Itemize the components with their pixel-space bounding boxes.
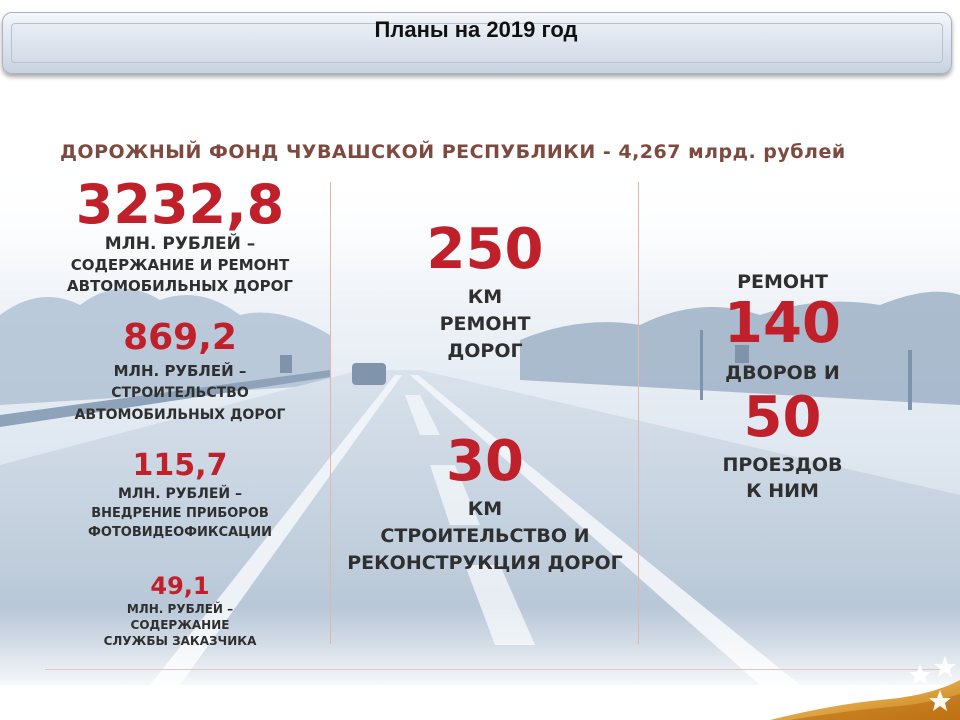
middle-item-2 xyxy=(330,429,640,577)
left-item-3 xyxy=(45,448,315,542)
left-item-1-line-1: МЛН. РУБЛЕЙ – xyxy=(104,234,256,254)
right-label-2-line-1: ПРОЕЗДОВ xyxy=(722,454,843,476)
middle-item-1-line-1: КМ xyxy=(467,286,503,308)
left-item-2 xyxy=(45,317,315,426)
middle-item-2-line-3: РЕКОНСТРУКЦИЯ ДОРОГ xyxy=(347,552,623,574)
left-item-4-line-3: СЛУЖБЫ ЗАКАЗЧИКА xyxy=(103,634,257,648)
left-item-2-line-3: АВТОМОБИЛЬНЫХ ДОРОГ xyxy=(74,407,286,423)
middle-item-2-value: 30 xyxy=(446,429,524,494)
right-label-2-line-2: К НИМ xyxy=(746,480,819,502)
middle-item-2-line-1: КМ xyxy=(467,498,503,520)
middle-item-1 xyxy=(330,217,640,365)
right-block xyxy=(640,270,925,504)
left-item-2-line-2: СТРОИТЕЛЬСТВО xyxy=(111,385,249,401)
right-label-1: ДВОРОВ И xyxy=(725,362,840,384)
right-value-1: 140 xyxy=(724,291,841,356)
left-item-2-line-1: МЛН. РУБЛЕЙ – xyxy=(113,362,247,380)
left-item-1-line-2: СОДЕРЖАНИЕ И РЕМОНТ xyxy=(70,256,290,274)
left-item-1 xyxy=(45,173,315,297)
left-item-1-value: 3232,8 xyxy=(75,173,285,236)
right-label-top: РЕМОНТ xyxy=(737,271,828,293)
left-item-1-line-3: АВТОМОБИЛЬНЫХ ДОРОГ xyxy=(67,277,293,295)
republic-emblem-icon xyxy=(770,650,960,720)
middle-item-2-line-2: СТРОИТЕЛЬСТВО И xyxy=(380,525,590,547)
left-item-3-value: 115,7 xyxy=(132,448,228,483)
middle-item-1-line-3: ДОРОГ xyxy=(447,340,523,362)
middle-item-1-value: 250 xyxy=(426,217,544,282)
left-item-3-line-3: ФОТОВИДЕОФИКСАЦИИ xyxy=(88,525,272,540)
left-item-3-line-2: ВНЕДРЕНИЕ ПРИБОРОВ xyxy=(91,506,269,521)
left-item-4-line-2: СОДЕРЖАНИЕ xyxy=(130,618,230,632)
left-item-3-line-1: МЛН. РУБЛЕЙ – xyxy=(118,486,242,502)
fund-header: ДОРОЖНЫЙ ФОНД ЧУВАШСКОЙ РЕСПУБЛИКИ - 4,267 млрд. рублей xyxy=(60,141,846,163)
left-item-4-value: 49,1 xyxy=(150,572,210,600)
left-item-4-line-1: МЛН. РУБЛЕЙ – xyxy=(126,602,234,616)
right-value-2: 50 xyxy=(743,385,822,450)
slide-title: Планы на 2019 год xyxy=(374,17,578,42)
left-item-2-value: 869,2 xyxy=(123,317,237,358)
left-item-4 xyxy=(45,574,315,649)
middle-item-1-line-2: РЕМОНТ xyxy=(439,313,531,335)
